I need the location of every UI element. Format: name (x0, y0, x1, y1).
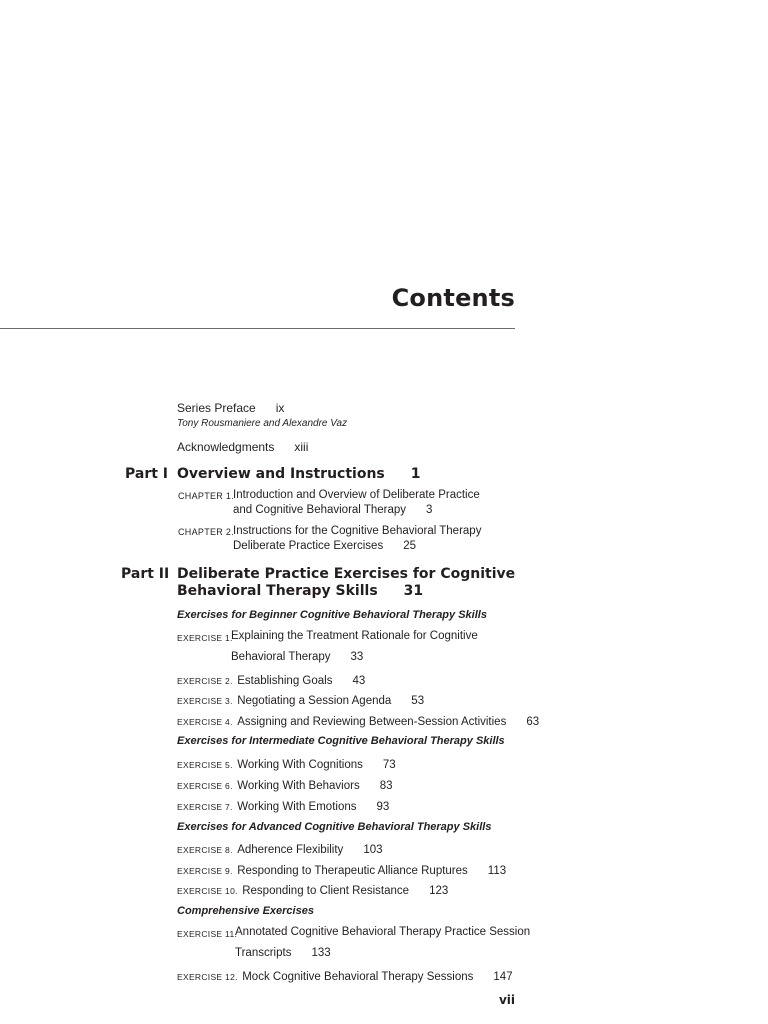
exercise-title-line: Transcripts 133 (235, 947, 331, 959)
toc-exercise-entry (177, 671, 365, 689)
toc-exercise-entry (177, 691, 424, 709)
exercise-label: EXERCISE 6. (177, 781, 233, 791)
chapter-title-line: Instructions for the Cognitive Behavioral Therapy (233, 525, 482, 537)
exercise-title-line: Behavioral Therapy 33 (231, 651, 364, 663)
part-page: 31 (403, 583, 424, 599)
part-title-line: Deliberate Practice Exercises for Cognitive (177, 566, 516, 582)
exercise-label: EXERCISE 7. (177, 802, 233, 812)
exercise-title: Assigning and Reviewing Between-Session Activities (237, 716, 507, 728)
exercise-page: 73 (382, 759, 396, 771)
exercise-page: 63 (526, 716, 540, 728)
exercise-page: 103 (363, 844, 383, 856)
exercise-title-line: Annotated Cognitive Behavioral Therapy Practice Session (235, 926, 531, 938)
toc-exercise-entry (177, 797, 389, 815)
exercise-title: Working With Behaviors (237, 780, 360, 792)
exercise-label: EXERCISE 2. (177, 676, 233, 686)
chapter-title-line: Deliberate Practice Exercises 25 (233, 540, 416, 552)
exercise-label: EXERCISE 9. (177, 866, 233, 876)
exercise-page: 133 (311, 947, 331, 959)
exercise-label: EXERCISE 5. (177, 760, 233, 770)
section-heading: Comprehensive Exercises (177, 905, 314, 917)
part-label: Part II (121, 566, 170, 582)
page-title: Contents (391, 284, 515, 312)
chapter-title-line: Introduction and Overview of Deliberate Practice (233, 489, 480, 501)
exercise-label: EXERCISE 3. (177, 696, 233, 706)
toc-exercise-entry (177, 776, 393, 794)
entry-title: Acknowledgments (177, 440, 275, 454)
exercise-label: EXERCISE 8. (177, 845, 233, 855)
section-heading: Exercises for Beginner Cognitive Behavioral Therapy Skills (177, 609, 487, 621)
exercise-page: 147 (493, 971, 513, 983)
entry-page: ix (275, 401, 285, 415)
exercise-title: Responding to Client Resistance (242, 885, 410, 897)
toc-entry-series-preface (177, 401, 284, 415)
exercise-title: Negotiating a Session Agenda (237, 695, 392, 707)
exercise-page: 93 (376, 801, 390, 813)
exercise-page: 113 (487, 865, 507, 877)
exercise-title: Adherence Flexibility (237, 844, 344, 856)
chapter-title-line: and Cognitive Behavioral Therapy 3 (233, 504, 433, 516)
section-heading: Exercises for Intermediate Cognitive Behavioral Therapy Skills (177, 735, 505, 747)
exercise-label: EXERCISE 11. (177, 929, 238, 939)
toc-exercise-entry (177, 712, 539, 730)
exercise-title: Establishing Goals (237, 675, 333, 687)
toc-entry-acknowledgments (177, 440, 308, 454)
toc-exercise-entry (177, 861, 506, 879)
chapter-label: CHAPTER 2. (178, 527, 235, 537)
part-title-line: Overview and Instructions (177, 466, 385, 482)
exercise-title: Working With Emotions (237, 801, 357, 813)
page-number: vii (498, 993, 515, 1007)
part-label: Part I (125, 466, 169, 482)
exercise-title: Responding to Therapeutic Alliance Ruptures (237, 865, 468, 877)
exercise-page: 43 (352, 675, 366, 687)
part-page: 1 (410, 466, 421, 482)
exercise-title: Working With Cognitions (237, 759, 363, 771)
exercise-title-line: Explaining the Treatment Rationale for Cognitive (231, 630, 478, 642)
part-title (177, 466, 421, 482)
title-rule (0, 328, 515, 329)
toc-exercise-entry (177, 840, 383, 858)
chapter-page: 25 (403, 540, 416, 552)
exercise-page: 83 (379, 780, 393, 792)
exercise-title: Mock Cognitive Behavioral Therapy Sessions (242, 971, 474, 983)
chapter-page: 3 (426, 504, 433, 516)
exercise-label: EXERCISE 10. (177, 886, 238, 896)
toc-exercise-entry (177, 755, 396, 773)
chapter-label: CHAPTER 1. (178, 491, 235, 501)
toc-exercise-entry (177, 881, 448, 899)
exercise-page: 123 (429, 885, 449, 897)
exercise-label: EXERCISE 4. (177, 717, 233, 727)
section-heading: Exercises for Advanced Cognitive Behavioral Therapy Skills (177, 821, 492, 833)
part-title-line: Behavioral Therapy Skills 31 (177, 583, 424, 599)
toc-exercise-entry (177, 967, 513, 985)
exercise-label: EXERCISE 1. (177, 633, 233, 643)
exercise-label: EXERCISE 12. (177, 972, 238, 982)
series-preface-authors: Tony Rousmaniere and Alexandre Vaz (177, 418, 348, 429)
entry-page: xiii (294, 440, 309, 454)
exercise-page: 33 (350, 651, 364, 663)
exercise-page: 53 (411, 695, 425, 707)
entry-title: Series Preface (177, 401, 256, 415)
